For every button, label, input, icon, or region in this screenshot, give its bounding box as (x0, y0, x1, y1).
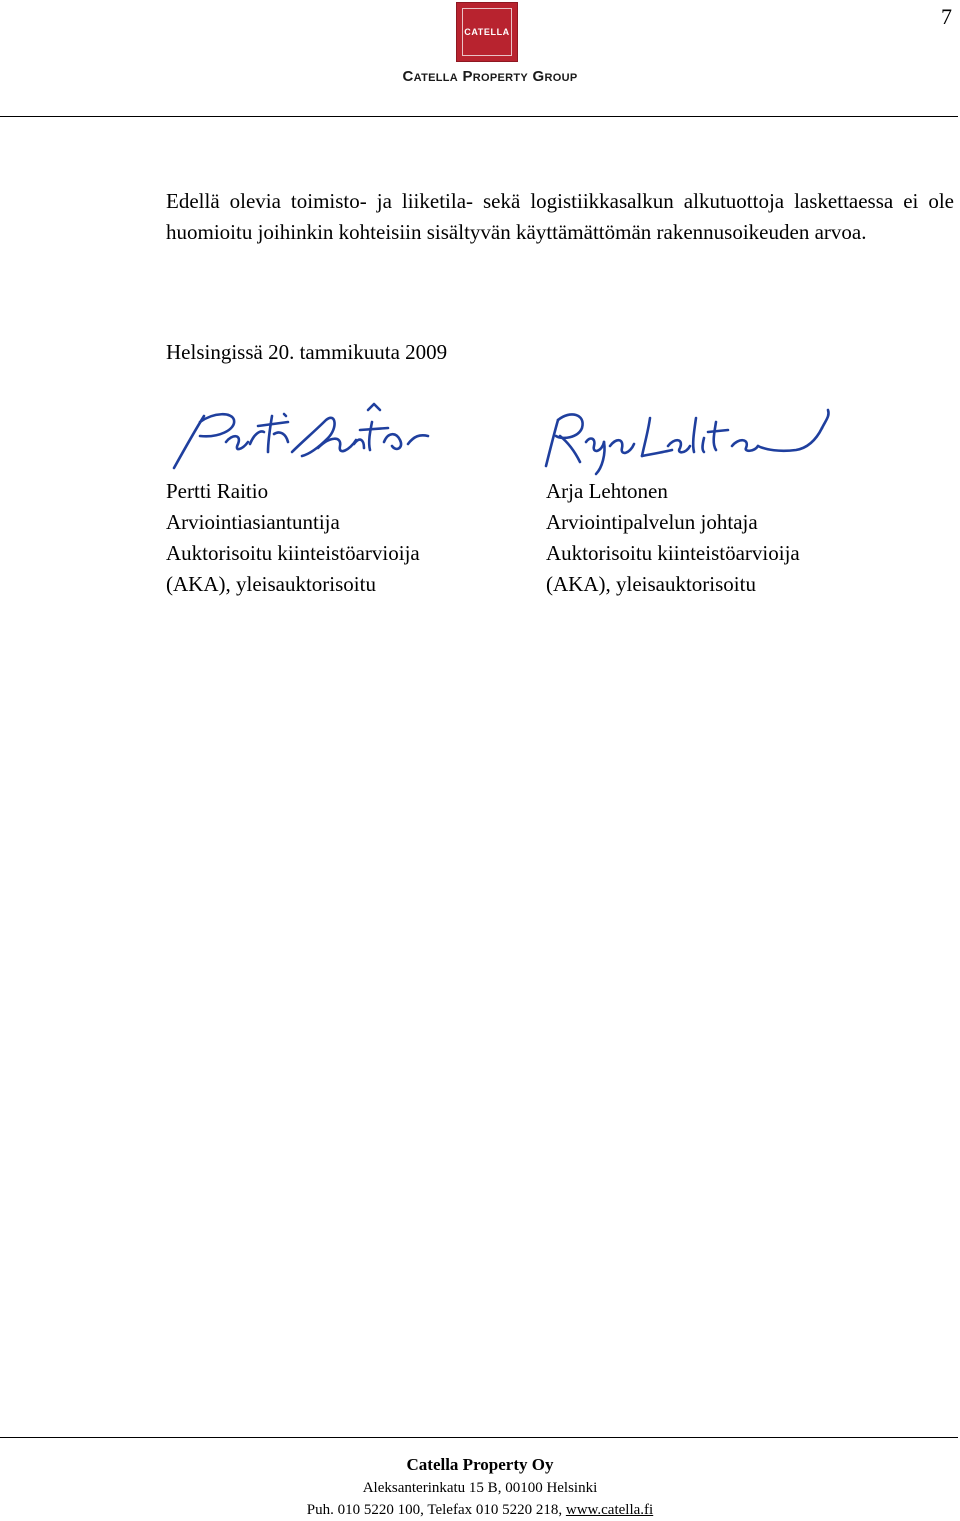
place-date: Helsingissä 20. tammikuuta 2009 (166, 340, 448, 364)
signer-title: Arviointiasiantuntija (166, 510, 340, 534)
signer-title: Arviointipalvelun johtaja (546, 510, 758, 534)
signature-pertti-raitio (170, 402, 432, 474)
signer-name: Pertti Raitio (166, 479, 269, 503)
logo-text: CATELLA (464, 27, 510, 37)
body-paragraph: Edellä olevia toimisto- ja liiketila- sekä logistiikkasalkun alkutuottoja laskettaessa ei ole huomioitu joihinkin kohteisiin sisältyvän käyttämättömän rakennusoikeuden arvoa. (166, 189, 954, 244)
footer-website-link[interactable]: www.catella.fi (565, 1502, 654, 1518)
footer-divider (0, 1437, 958, 1438)
footer (230, 1453, 730, 1521)
signer-block-left (166, 476, 420, 600)
footer-phone-fax: Puh. 010 5220 100, Telefax 010 5220 218, (306, 1502, 566, 1518)
footer-address: Aleksanterinkatu 15 B, 00100 Helsinki (362, 1480, 598, 1496)
signature-arja-lehtonen (540, 406, 832, 476)
header-divider (0, 116, 958, 117)
signer-block-right (546, 476, 800, 600)
page-number: 7 (941, 4, 952, 29)
signer-authorization: Auktorisoitu kiinteistöarvioija (166, 541, 420, 565)
catella-logo (456, 2, 518, 62)
signer-authorization: Auktorisoitu kiinteistöarvioija (546, 541, 800, 565)
footer-contact (230, 1499, 730, 1521)
signer-authorization-detail: (AKA), yleisauktorisoitu (166, 572, 376, 596)
footer-company: Catella Property Oy (406, 1455, 554, 1474)
signer-name: Arja Lehtonen (546, 479, 668, 503)
group-name: Catella Property Group (402, 68, 578, 85)
signer-authorization-detail: (AKA), yleisauktorisoitu (546, 572, 756, 596)
